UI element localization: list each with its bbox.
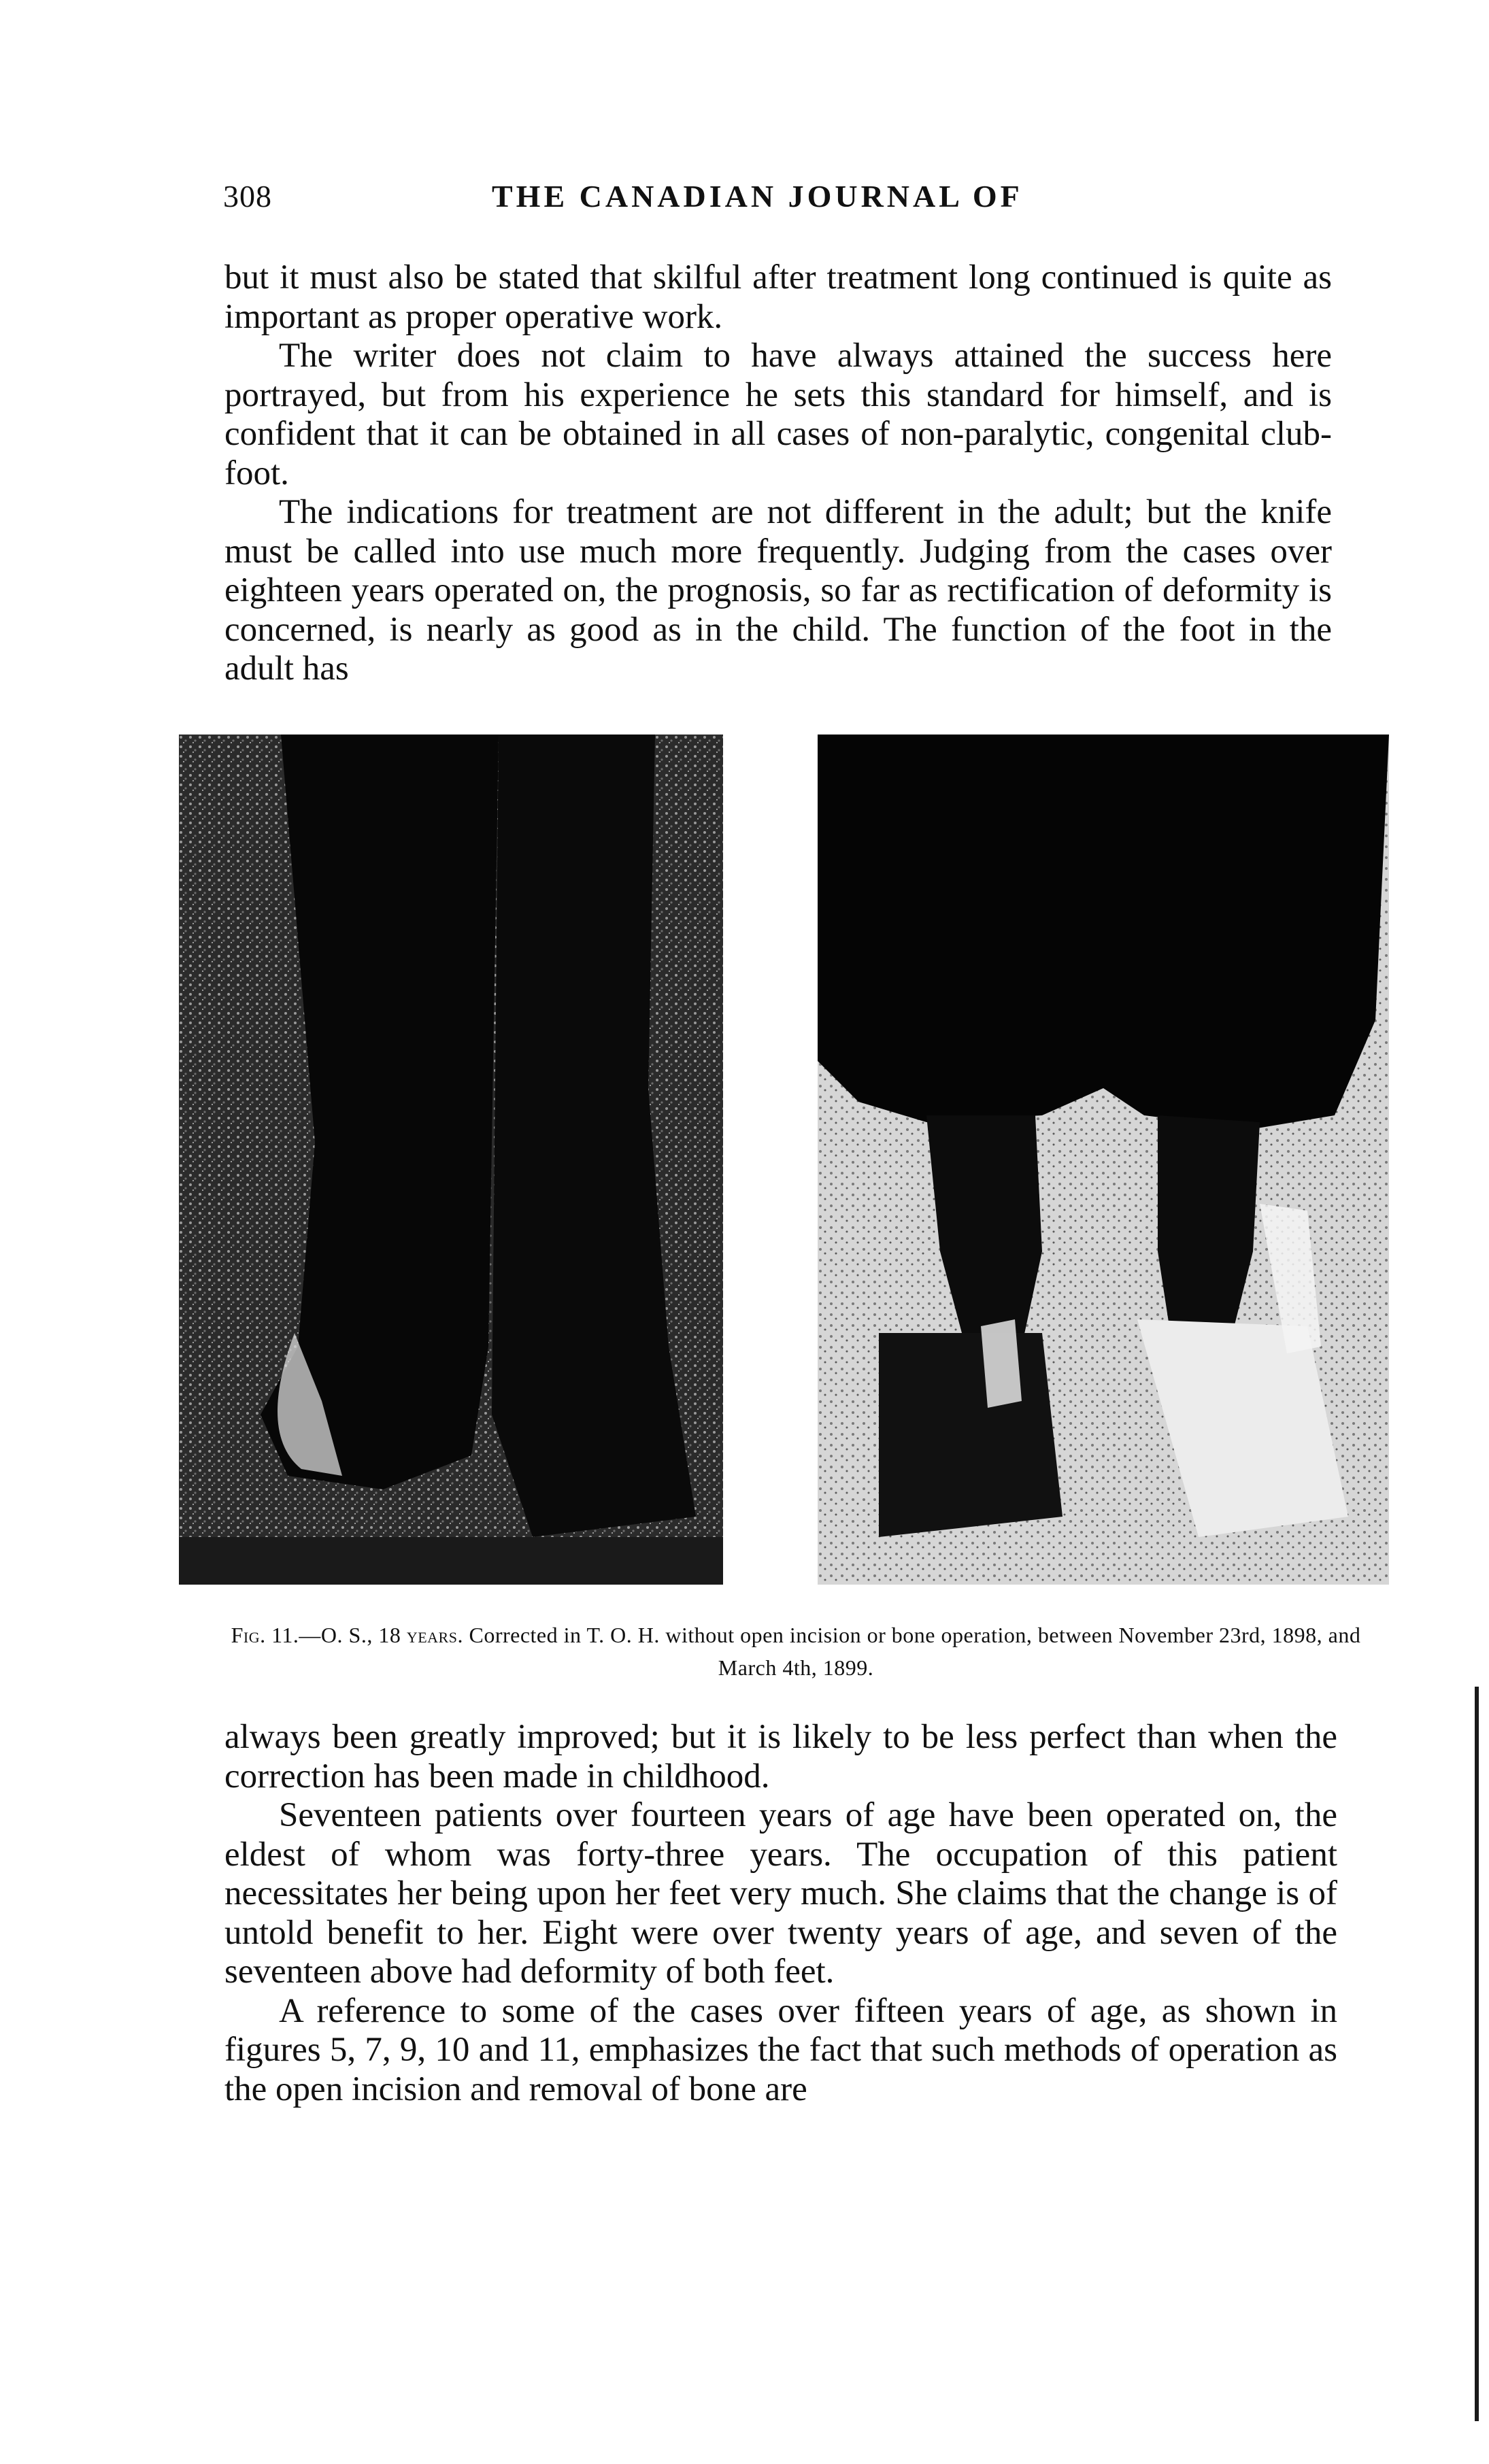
body-text-bottom: [224, 1718, 1337, 2109]
paragraph: Seventeen patients over fourteen years of age have been operated on, the eldest of whom was forty-three years. The occupation of this patient necessitates her being upon her feet very much. She claims that the change is of untold benefit to her. Eight were over twenty years of age, and seven of the seventeen above had deformity of both feet.: [224, 1796, 1337, 1991]
journal-title: THE CANADIAN JOURNAL OF: [492, 179, 1023, 214]
figure-label: Fig. 11.—O. S., 18 years.: [231, 1623, 463, 1647]
figure-caption: [224, 1619, 1367, 1684]
figure-photo-before: [179, 735, 723, 1585]
photo-before-image: [179, 735, 723, 1585]
figure-photo-after: [818, 735, 1389, 1585]
paragraph: A reference to some of the cases over fifteen years of age, as shown in figures 5, 7, 9, 10 and 11, emphasizes the fact that such methods of operation as the open incision and removal of bone are: [224, 1991, 1337, 2108]
photo-after-image: [818, 735, 1389, 1585]
paragraph: but it must also be stated that skilful after treatment long continued is quite as important as proper operative work.: [224, 258, 1332, 336]
paragraph: The indications for treatment are not different in the adult; but the knife must be called into use much more frequently. Judging from the cases over eighteen years operated on, the prognosis, so far as rectification of deformity is concerned, is nearly as good as in the child. The function of the foot in the adult has: [224, 493, 1332, 688]
page-number: 308: [223, 179, 272, 214]
paragraph: always been greatly improved; but it is likely to be less perfect than when the correction has been made in childhood.: [224, 1718, 1337, 1795]
paragraph: The writer does not claim to have always attained the success here portrayed, but from his experience he sets this standard for himself, and is confident that it can be obtained in all cases of non-paralytic, congenital club-foot.: [224, 337, 1332, 492]
figure-caption-text: Corrected in T. O. H. without open incision or bone operation, between November 23rd, 1898, and March 4th, 1899.: [469, 1623, 1361, 1680]
running-head: [223, 178, 1332, 226]
body-text-top: [224, 258, 1332, 689]
scan-margin-edge: [1475, 1687, 1479, 2421]
